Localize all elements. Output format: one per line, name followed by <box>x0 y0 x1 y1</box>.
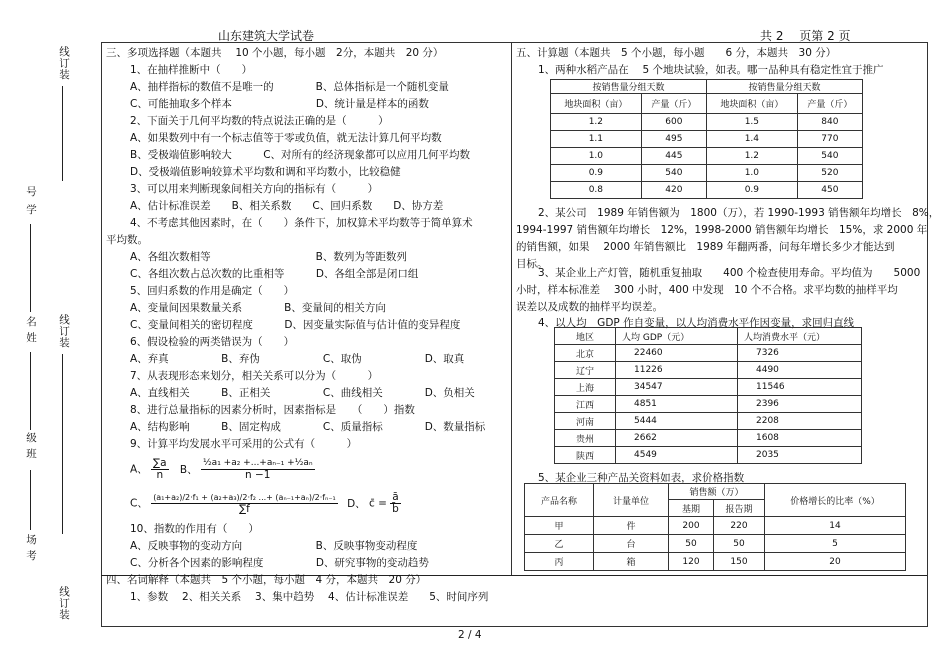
column-header: 产量（斤） <box>797 94 862 114</box>
column-header: 价格增长的比率（%） <box>765 484 906 517</box>
table-cell: 件 <box>594 517 669 535</box>
table-cell: 20 <box>765 553 906 571</box>
table-cell: 2035 <box>738 447 862 464</box>
section-4-title: 四、名词解释（本题共 5 个小题，每小题 4 分，本题共 20 分） <box>106 574 427 586</box>
binding-label-mid: 线订装 <box>58 314 70 349</box>
table-cell: 540 <box>641 165 706 182</box>
table-cell: 甲 <box>525 517 594 535</box>
table-cell: 420 <box>641 182 706 199</box>
question-4: 4、以人均 GDP 作自变量，以人均消费水平作因变量，求回归直线 <box>538 317 855 329</box>
table-cell: 1.1 <box>551 131 642 148</box>
question-line: 5、回归系数的作用是确定（ ） <box>130 285 295 297</box>
table-cell: 495 <box>641 131 706 148</box>
option-line: B、受极端值影响较大 C、对所有的经济现象都可以应用几何平均数 <box>130 149 471 161</box>
table-cell: 5444 <box>616 413 738 430</box>
column-header: 产品名称 <box>525 484 594 517</box>
column-header: 人均消费水平（元） <box>738 328 862 345</box>
table-row <box>555 362 862 379</box>
column-header: 销售额（万） <box>669 484 765 500</box>
table-cell: 台 <box>594 535 669 553</box>
question-line: 1、在抽样推断中（ ） <box>130 64 253 76</box>
table-cell: 7326 <box>738 345 862 362</box>
label-ji: 级 <box>25 432 37 444</box>
table-cell: 11226 <box>616 362 738 379</box>
option-line: A、估计标准误差 B、相关系数 C、回归系数 D、协方差 <box>130 200 444 212</box>
formula-a <box>151 458 169 481</box>
formula-c <box>151 492 338 515</box>
binding-label-top: 线订装 <box>58 46 70 81</box>
table-cell: 50 <box>714 535 765 553</box>
table-cell: 0.8 <box>551 182 642 199</box>
formula-d-den: b̄ <box>392 503 399 515</box>
table-cell: 5 <box>765 535 906 553</box>
formula-b-label: B、 <box>179 463 198 476</box>
table-cell: 1.0 <box>551 148 642 165</box>
table-row <box>551 165 863 182</box>
label-ming: 名 <box>25 316 37 328</box>
table-row <box>555 413 862 430</box>
formula-d <box>390 492 400 515</box>
formula-b-den: n −1 <box>245 469 271 481</box>
table-cell: 上海 <box>555 379 616 396</box>
question-2-line: 目标。 <box>516 258 548 270</box>
section-3-title: 三、多项选择题（本题共 10 个小题，每小题 2分，本题共 20 分） <box>106 47 444 59</box>
table-cell: 34547 <box>616 379 738 396</box>
table-row <box>525 553 906 571</box>
left-column <box>106 45 506 453</box>
table-header: 按销售量分组天数 <box>706 80 862 94</box>
table-cell: 770 <box>797 131 862 148</box>
question-line: 9、计算平均发展水平可采用的公式有（ ） <box>130 438 358 450</box>
formula-c-num: (a₁+a₂)/2·f₁ + (a₂+a₃)/2·f₂ ...+ (aₙ₋₁+aₙ)/2·fₙ₋₁ <box>153 493 336 502</box>
table-row <box>551 148 863 165</box>
option-line: A、变量间因果数量关系 B、变量间的相关方向 <box>130 302 386 314</box>
table-cell: 河南 <box>555 413 616 430</box>
formula-row-cd <box>130 492 401 515</box>
question-2-line: 2、某公司 1989 年销售额为 1800（万），若 1990-1993 销售额年均增长 8%， <box>538 207 940 219</box>
table-cell: 1.0 <box>706 165 797 182</box>
rice-yield-table <box>550 79 863 199</box>
terms-line: 1、参数 2、相关关系 3、集中趋势 4、估计标准误差 5、时间序列 <box>130 591 489 603</box>
table-cell: 2396 <box>738 396 862 413</box>
table-row <box>555 430 862 447</box>
question-line: 4、不考虑其他因素时，在（ ）条件下，加权算术平均数等于简单算术 <box>130 217 473 229</box>
option-line: D、受极端值影响较算术平均数和调和平均数小，比较稳健 <box>130 166 401 178</box>
table-cell: 江西 <box>555 396 616 413</box>
table-row <box>551 131 863 148</box>
section-5-title: 五、计算题（本题共 5 个小题，每小题 6 分，本题共 30 分） <box>516 47 837 59</box>
margin-line <box>62 86 63 181</box>
table-header: 按销售量分组天数 <box>551 80 707 94</box>
table-cell: 0.9 <box>551 165 642 182</box>
table-row <box>525 517 906 535</box>
formula-d-num: ā <box>392 491 399 503</box>
table-row <box>555 396 862 413</box>
option-line: A、如果数列中有一个标志值等于零或负值，就无法计算几何平均数 <box>130 132 442 144</box>
option-line: A、结构影响 B、固定构成 C、质量指标 D、数量指标 <box>130 421 486 433</box>
table-cell: 辽宁 <box>555 362 616 379</box>
price-index-table <box>524 483 906 571</box>
table-cell: 箱 <box>594 553 669 571</box>
page-number: 2 / 4 <box>458 629 482 641</box>
question-3-line: 小时，样本标准差 300 小时，400 中发现 10 个不合格。求平均数的抽样平均 <box>516 284 898 296</box>
table-cell: 540 <box>797 148 862 165</box>
label-xing: 姓 <box>25 332 37 344</box>
option-line: C、变量间相关的密切程度 D、因变量实际值与估计值的变异程度 <box>130 319 461 331</box>
question-3 <box>516 265 921 316</box>
label-xue: 学 <box>25 204 37 216</box>
column-header: 人均 GDP（元） <box>616 328 738 345</box>
formula-c-label: C、 <box>130 497 148 510</box>
table-cell: 4490 <box>738 362 862 379</box>
table-cell: 2208 <box>738 413 862 430</box>
question-2-line: 1994-1997 销售额年均增长 12%，1998-2000 销售额年均增长 15%，求 2000 年 <box>516 224 928 236</box>
question-3-line: 误差以及成数的抽样平均误差。 <box>516 301 663 313</box>
question-line: 7、从表现形态来划分，相关关系可以分为（ ） <box>130 370 379 382</box>
table-cell: 200 <box>669 517 714 535</box>
table-cell: 1.2 <box>551 114 642 131</box>
table-cell: 1.4 <box>706 131 797 148</box>
table-cell: 4851 <box>616 396 738 413</box>
table-cell: 600 <box>641 114 706 131</box>
table-cell: 北京 <box>555 345 616 362</box>
question-line: 平均数。 <box>106 234 148 246</box>
right-column <box>516 45 921 79</box>
formula-a-num: ∑a <box>153 457 167 469</box>
margin-line <box>30 352 31 430</box>
table-cell: 150 <box>714 553 765 571</box>
column-header: 地块面积（亩） <box>551 94 642 114</box>
question-2-line: 的销售额，如果 2000 年销售额比 1989 年翻两番，问每年增长多少才能达到 <box>516 241 895 253</box>
column-header: 地区 <box>555 328 616 345</box>
table-cell: 2662 <box>616 430 738 447</box>
question-line: 6、假设检验的两类错误为（ ） <box>130 336 295 348</box>
question-3-line: 3、某企业上产灯管，随机重复抽取 400 个检查使用寿命。平均值为 5000 <box>538 267 921 279</box>
question-line: 10、指数的作用有（ ） <box>130 523 259 535</box>
option-line: C、可能抽取多个样本 D、统计量是样本的函数 <box>130 98 429 110</box>
table-cell: 11546 <box>738 379 862 396</box>
label-chang: 场 <box>25 534 37 546</box>
option-line: A、抽样指标的数值不是唯一的 B、总体指标是一个随机变量 <box>130 81 449 93</box>
option-line: A、弃真 B、弃伪 C、取伪 D、取真 <box>130 353 465 365</box>
label-kao: 考 <box>25 550 37 562</box>
table-cell: 贵州 <box>555 430 616 447</box>
question-line: 2、下面关于几何平均数的特点说法正确的是（ ） <box>130 115 389 127</box>
column-header: 地块面积（亩） <box>706 94 797 114</box>
formula-b-num: ½a₁ +a₂ +...+aₙ₋₁ +½aₙ <box>202 458 313 468</box>
label-ban: 班 <box>25 448 37 460</box>
margin-line <box>30 470 31 530</box>
question-5: 5、某企业三种产品关资料如表，求价格指数 <box>538 472 745 484</box>
question-line: 3、可以用来判断现象间相关方向的指标有（ ） <box>130 183 379 195</box>
formula-d-lhs: c̄ = <box>369 497 387 510</box>
question-2 <box>516 205 940 273</box>
formula-c-den: ∑f <box>239 503 250 515</box>
table-cell: 220 <box>714 517 765 535</box>
option-line: A、反映事物的变动方向 B、反映事物变动程度 <box>130 540 418 552</box>
table-cell: 840 <box>797 114 862 131</box>
option-line: A、各组次数相等 B、数列为等距数列 <box>130 251 407 263</box>
gdp-consumption-table <box>554 327 862 464</box>
formula-row-ab <box>130 458 315 481</box>
column-divider <box>511 42 512 576</box>
table-row <box>525 535 906 553</box>
question-1: 1、两种水稻产品在 5 个地块试验，如表。哪一品种具有稳定性宜于推广 <box>538 64 884 76</box>
binding-label-bottom: 线订装 <box>58 586 70 621</box>
formula-d-label: D、 <box>347 497 366 510</box>
table-cell: 0.9 <box>706 182 797 199</box>
label-hao: 号 <box>25 186 37 198</box>
table-cell: 14 <box>765 517 906 535</box>
table-cell: 1.5 <box>706 114 797 131</box>
column-header: 报告期 <box>714 500 765 517</box>
formula-b <box>201 458 315 481</box>
table-row <box>551 182 863 199</box>
table-cell: 1.2 <box>706 148 797 165</box>
column-header: 计量单位 <box>594 484 669 517</box>
table-cell: 1608 <box>738 430 862 447</box>
table-cell: 22460 <box>616 345 738 362</box>
option-line: C、各组次数占总次数的比重相等 D、各组全部是闭口组 <box>130 268 419 280</box>
table-cell: 陕西 <box>555 447 616 464</box>
table-row <box>555 447 862 464</box>
option-line: A、直线相关 B、正相关 C、曲线相关 D、负相关 <box>130 387 475 399</box>
table-row <box>555 345 862 362</box>
margin-line <box>30 224 31 312</box>
table-cell: 丙 <box>525 553 594 571</box>
table-cell: 4549 <box>616 447 738 464</box>
table-cell: 120 <box>669 553 714 571</box>
margin-line <box>62 354 63 534</box>
page-info: 共 2 页第 2 页 <box>760 29 851 43</box>
column-header: 基期 <box>669 500 714 517</box>
table-cell: 520 <box>797 165 862 182</box>
table-cell: 450 <box>797 182 862 199</box>
table-row <box>555 379 862 396</box>
question-line: 8、进行总量指标的因素分析时，因素指标是 （ ）指数 <box>130 404 415 416</box>
table-cell: 50 <box>669 535 714 553</box>
option-line: C、分析各个因素的影响程度 D、研究事物的变动趋势 <box>130 557 429 569</box>
exam-title: 山东建筑大学试卷 <box>218 29 315 43</box>
left-column-lower <box>106 521 506 606</box>
table-cell: 乙 <box>525 535 594 553</box>
table-row <box>551 114 863 131</box>
formula-a-label: A、 <box>130 463 148 476</box>
formula-a-den: n <box>156 469 164 481</box>
table-cell: 445 <box>641 148 706 165</box>
column-header: 产量（斤） <box>641 94 706 114</box>
